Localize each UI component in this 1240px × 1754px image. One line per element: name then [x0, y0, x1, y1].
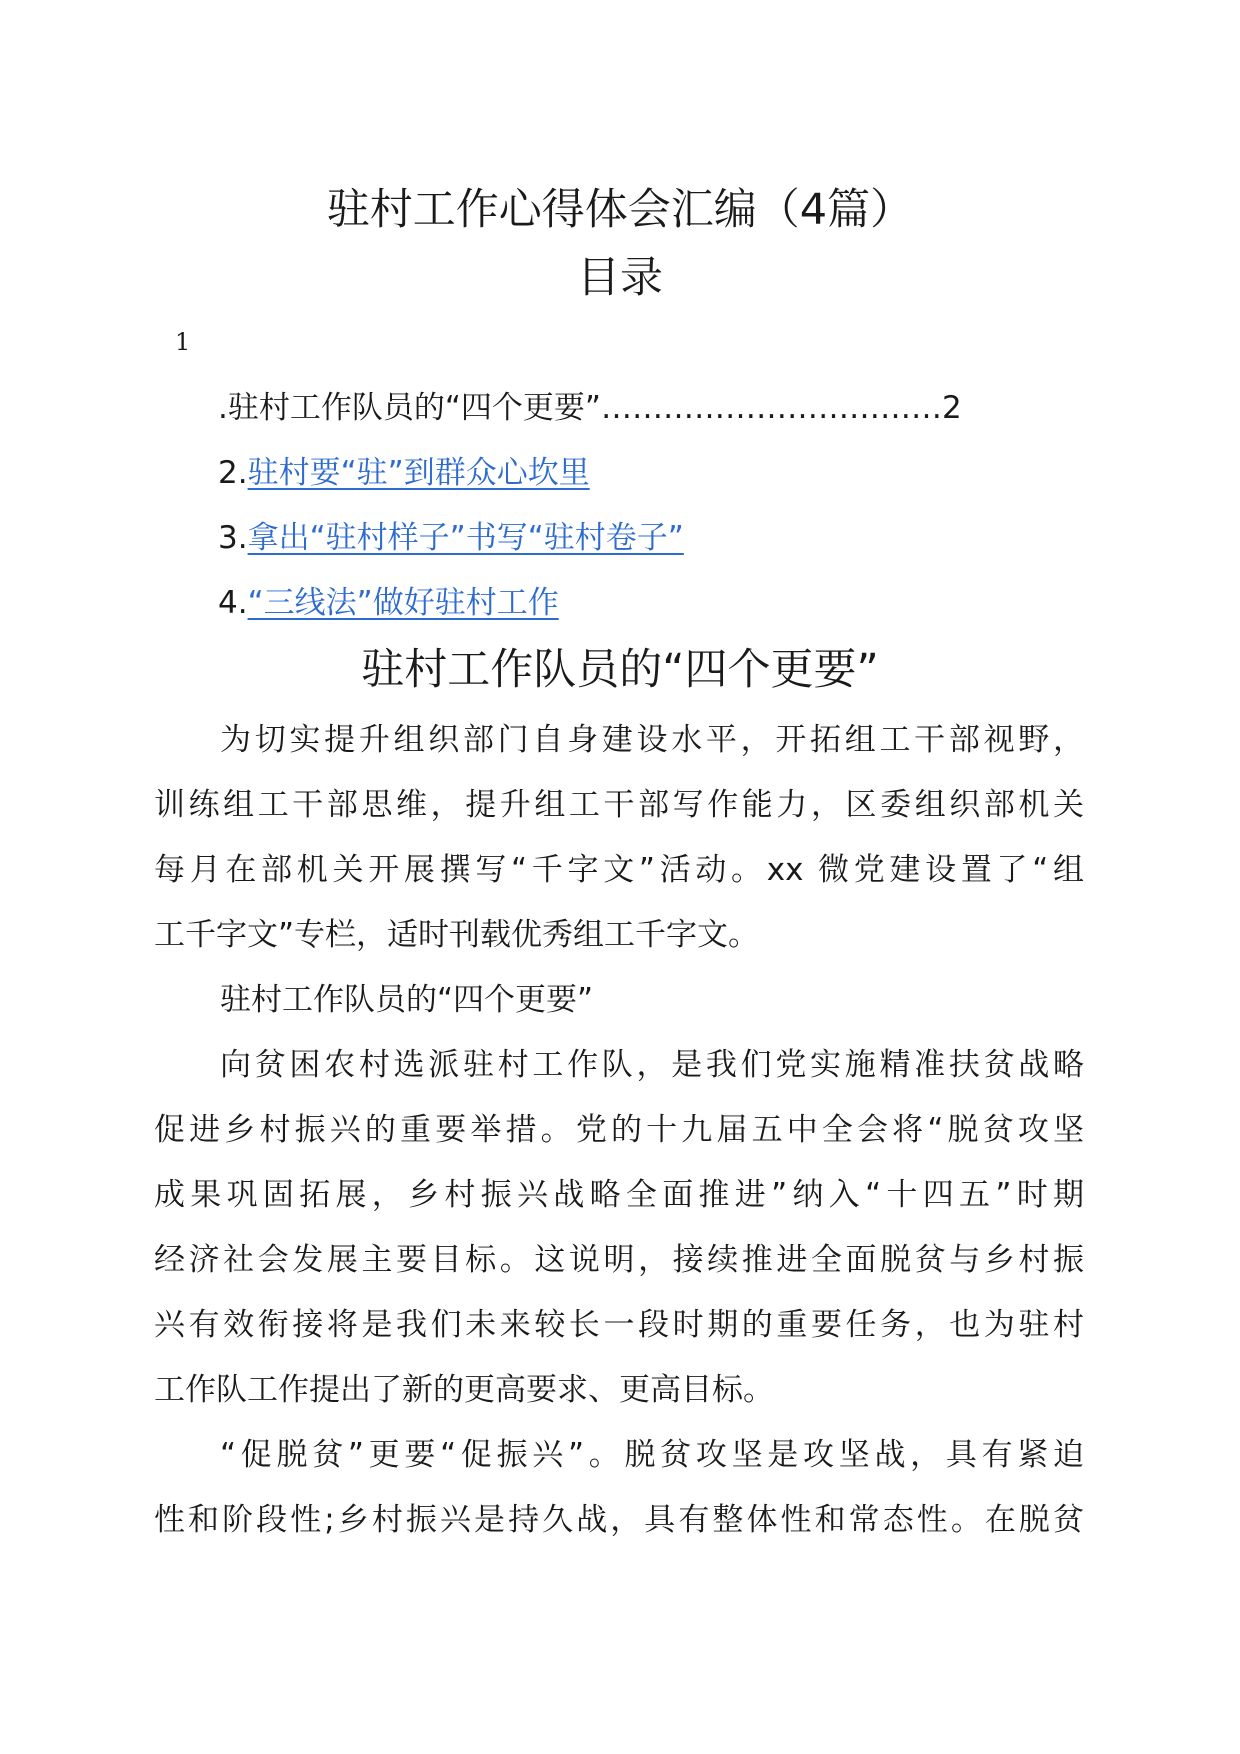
paragraph-line: 经济社会发展主要目标。这说明，接续推进全面脱贫与乡村振 [154, 1242, 1084, 1278]
paragraph-line: “促脱贫”更要“促振兴”。脱贫攻坚是攻坚战，具有紧迫 [220, 1437, 1084, 1473]
paragraph-line: 工千字文”专栏，适时刊载优秀组工千字文。 [154, 917, 760, 953]
section-heading: 驻村工作队员的“四个更要” [361, 645, 879, 695]
toc-entry-link[interactable]: 拿出“驻村样子”书写“驻村卷子” [247, 520, 684, 556]
page-marker-number: 1 [175, 328, 191, 356]
paragraph-line: 向贫困农村选派驻村工作队，是我们党实施精准扶贫战略 [220, 1047, 1084, 1083]
paragraph-line: 性和阶段性;乡村振兴是持久战，具有整体性和常态性。在脱贫 [154, 1502, 1084, 1538]
toc-entry-link[interactable]: “三线法”做好驻村工作 [247, 585, 559, 621]
toc-leader-dots: …………………………… [600, 390, 942, 426]
paragraph-line: 驻村工作队员的“四个更要” [220, 982, 594, 1018]
paragraph-line: 为切实提升组织部门自身建设水平，开拓组工干部视野， [220, 722, 1084, 758]
paragraph-line: 兴有效衔接将是我们未来较长一段时期的重要任务，也为驻村 [154, 1307, 1084, 1343]
paragraph-line: 训练组工干部思维，提升组工干部写作能力，区委组织部机关 [154, 787, 1084, 823]
toc-entry-number: 2. [218, 455, 248, 491]
toc-entry-number: 3. [218, 520, 248, 556]
toc-heading: 目录 [577, 253, 663, 303]
document-title: 驻村工作心得体会汇编（4篇） [326, 185, 914, 235]
paragraph-line: 工作队工作提出了新的更高要求、更高目标。 [154, 1372, 774, 1408]
paragraph-line: 每月在部机关开展撰写“千字文”活动。xx 微党建设置了“组 [154, 852, 1084, 888]
toc-entry-1[interactable] [218, 386, 962, 430]
toc-entry-number: 4. [218, 585, 248, 621]
paragraph-line: 成果巩固拓展，乡村振兴战略全面推进”纳入“十四五”时期 [154, 1177, 1084, 1213]
toc-entry-label: 驻村工作队员的“四个更要” [227, 390, 601, 426]
toc-entry-2[interactable] [218, 451, 590, 495]
toc-entry-4[interactable] [218, 581, 559, 625]
paragraph-line: 促进乡村振兴的重要举措。党的十九届五中全会将“脱贫攻坚 [154, 1112, 1084, 1148]
toc-entry-number: . [218, 390, 228, 426]
toc-entry-3[interactable] [218, 516, 684, 560]
toc-page-number: 2 [941, 390, 962, 426]
toc-entry-link[interactable]: 驻村要“驻”到群众心坎里 [247, 455, 590, 491]
